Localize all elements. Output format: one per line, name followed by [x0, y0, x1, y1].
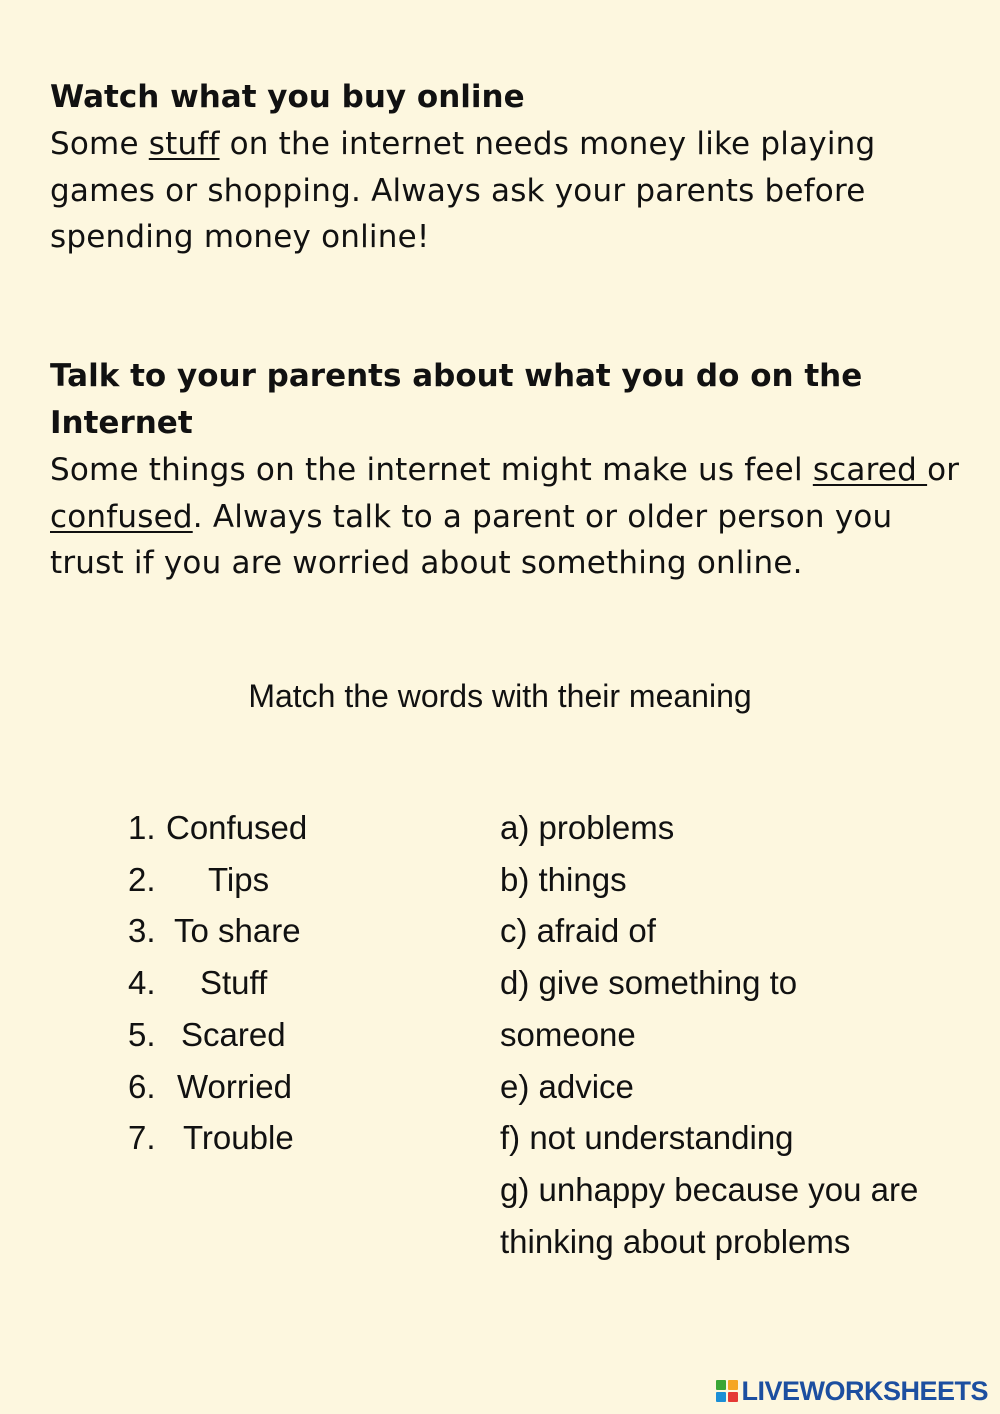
list-item: f) not understanding — [500, 1119, 794, 1157]
underlined-word: confused — [50, 498, 193, 535]
section-paragraph — [50, 121, 960, 261]
text-run: or — [927, 452, 960, 488]
item-word: Tips — [208, 860, 270, 898]
item-word: Trouble — [183, 1119, 294, 1157]
list-item: a) problems — [500, 809, 675, 846]
list-item: c) afraid of — [500, 912, 656, 950]
logo-text: LIVEWORKSHEETS — [741, 1375, 988, 1406]
item-number: 1. — [128, 809, 156, 846]
text-run: Some things on the internet might make us feel — [50, 452, 813, 488]
exercise-instruction: Match the words with their meaning — [248, 678, 752, 714]
underlined-word: scared — [812, 452, 928, 488]
list-item — [128, 905, 388, 957]
item-word: Scared — [181, 1015, 286, 1053]
item-word: Stuff — [200, 964, 268, 1002]
section-heading: Watch what you buy online — [50, 79, 525, 115]
text-run: on the internet needs money like playing games or shopping. Always ask your parents before spending money online! — [50, 126, 876, 255]
list-item: g) unhappy because you are thinking about problems — [500, 1170, 919, 1260]
text-run: Some — [50, 126, 149, 162]
list-item: d) give something to someone — [500, 964, 798, 1053]
section-heading: Talk to your parents about what you do on the Internet — [50, 358, 863, 441]
item-number: 4. — [128, 964, 156, 1002]
item-number: 3. — [128, 912, 156, 950]
item-number: 7. — [128, 1119, 156, 1157]
list-item — [128, 1061, 388, 1113]
word-list — [128, 802, 388, 1164]
text-run: . Always talk to a parent or older person you trust if you are worried about something online. — [50, 498, 893, 581]
list-item: b) things — [500, 860, 627, 898]
logo-square — [728, 1380, 738, 1390]
item-number: 6. — [128, 1067, 156, 1105]
item-number: 5. — [128, 1015, 156, 1053]
item-word: Worried — [177, 1067, 292, 1105]
logo-icon — [716, 1380, 738, 1402]
list-item — [128, 957, 388, 1009]
meaning-list — [500, 802, 920, 1267]
section-paragraph — [50, 447, 960, 587]
list-item: e) advice — [500, 1067, 634, 1105]
list-item — [128, 854, 388, 906]
liveworksheets-logo[interactable] — [716, 1376, 988, 1406]
logo-square — [716, 1380, 726, 1390]
logo-square — [728, 1392, 738, 1402]
underlined-word: stuff — [148, 126, 220, 162]
item-word: To share — [174, 912, 301, 950]
section-talk-to-parents — [50, 353, 960, 587]
list-item — [128, 802, 388, 854]
logo-square — [716, 1392, 726, 1402]
item-number: 2. — [128, 860, 156, 898]
section-buy-online — [50, 74, 960, 261]
list-item — [128, 1112, 388, 1164]
list-item — [128, 1009, 388, 1061]
item-word: Confused — [166, 809, 308, 846]
